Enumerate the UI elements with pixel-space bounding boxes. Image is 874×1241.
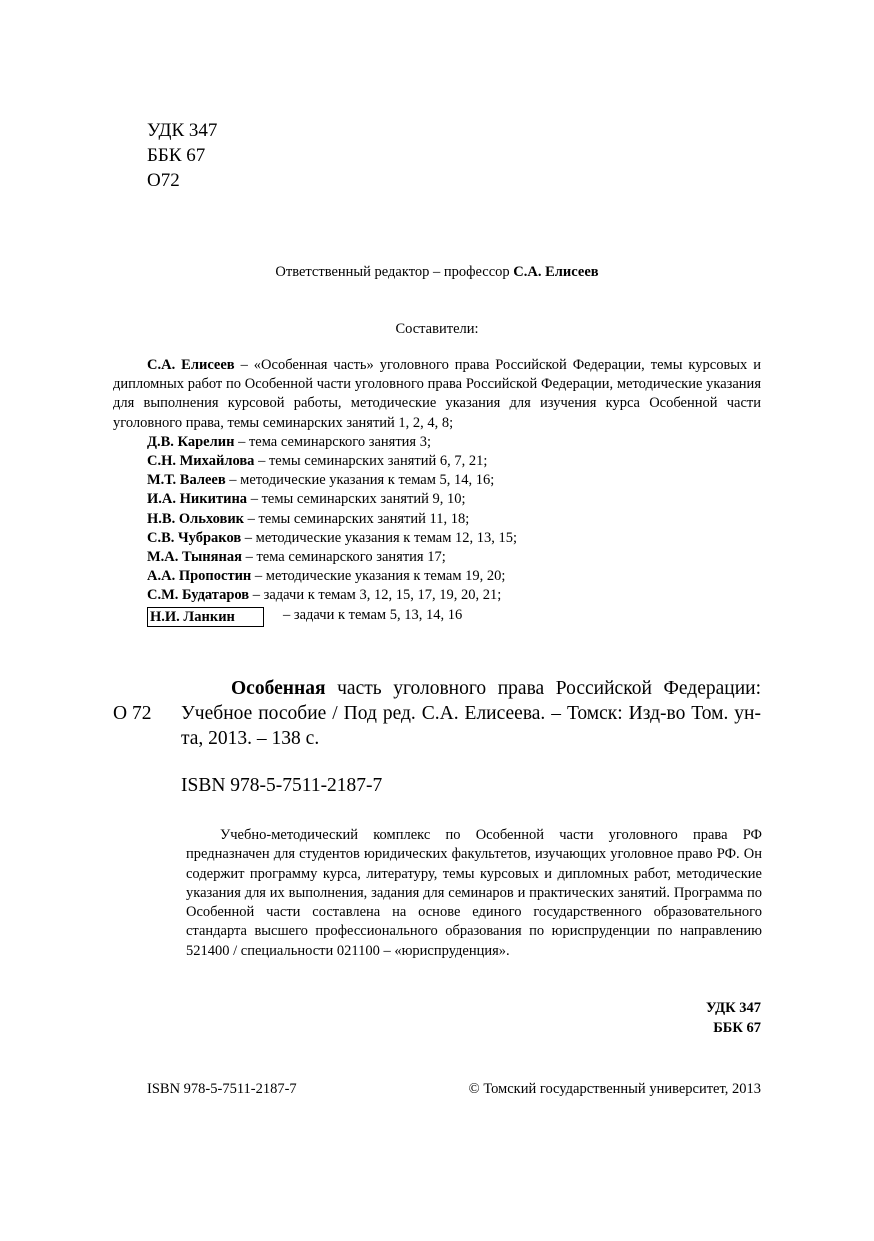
biblio-title-bold: Особенная bbox=[231, 678, 326, 699]
udk-code: УДК 347 bbox=[147, 120, 218, 141]
compiler-name: С.В. Чубраков bbox=[147, 529, 242, 546]
editor-name: С.А. Елисеев bbox=[513, 264, 599, 280]
compiler-name: С.М. Будатаров bbox=[147, 587, 250, 604]
compiler-name: М.Т. Валеев bbox=[147, 472, 226, 489]
compiler-entry bbox=[113, 471, 761, 490]
compiler-name: И.А. Никитина bbox=[147, 491, 248, 508]
compiler-role: – задачи к темам 3, 12, 15, 17, 19, 20, 21; bbox=[249, 587, 502, 604]
compiler-name: М.А. Тыняная bbox=[147, 549, 242, 566]
footer-copyright: © Томский государственный университет, 2013 bbox=[468, 1081, 761, 1097]
compiler-name: А.А. Пропостин bbox=[147, 568, 252, 585]
compiler-entry bbox=[113, 548, 761, 567]
compiler-entry bbox=[113, 433, 761, 452]
compilers-list bbox=[113, 356, 761, 627]
compiler-entry bbox=[113, 356, 761, 433]
bbk-code-right: ББК 67 bbox=[713, 1019, 761, 1036]
compiler-role: – тема семинарского занятия 3; bbox=[234, 433, 432, 450]
abstract bbox=[186, 826, 762, 961]
bbk-code: ББК 67 bbox=[147, 145, 206, 166]
compiler-entry bbox=[113, 567, 761, 586]
compiler-role: – тема семинарского занятия 17; bbox=[241, 549, 446, 566]
bibliographic-description bbox=[181, 676, 761, 751]
compiler-name: Н.В. Ольховик bbox=[147, 510, 245, 527]
compiler-role: – темы семинарских занятий 11, 18; bbox=[244, 510, 470, 527]
editor-label: Ответственный редактор – профессор bbox=[275, 264, 514, 280]
udk-code-right: УДК 347 bbox=[705, 1000, 761, 1016]
compiler-role: – методические указания к темам 12, 13, 15; bbox=[241, 529, 518, 546]
classification-codes-right bbox=[706, 999, 761, 1038]
compiler-entry bbox=[113, 490, 761, 509]
compiler-role: – методические указания к темам 19, 20; bbox=[251, 568, 506, 585]
compiler-entry bbox=[113, 529, 761, 548]
compiler-name: Д.В. Карелин bbox=[147, 433, 235, 450]
classification-codes bbox=[147, 118, 217, 193]
compiler-role: – «Особенная часть» уголовного права Российской Федерации, темы курсовых и дипломных работ по Особенной части уголовного права Российской Федерации, методические указания для выполнения курсовой работы, методические указания для изучения курса Особенной части уголовного права, темы семинарских занятий 1, 2, 4, 8; bbox=[113, 357, 761, 431]
biblio-record bbox=[181, 676, 761, 751]
compilers-heading: Составители: bbox=[395, 321, 479, 337]
abstract-text: Учебно-методический комплекс по Особенной части уголовного права РФ предназначен для студентов юридических факультетов, изучающих уголовное право РФ. Он содержит программу курса, литературу, темы курсовых и дипломных работ, методические указания для их выполнения, задания для семинаров и практических занятий. Программа по Особенной части составлена на основе единого государственного образовательного стандарта высшего профессионального образования по юриспруденции по направлению 521400 / специальности 021100 – «юриспруденция». bbox=[186, 827, 762, 959]
compiler-name-boxed: Н.И. Ланкин bbox=[147, 607, 264, 627]
biblio-shifr: О 72 bbox=[113, 703, 152, 724]
compiler-entry bbox=[113, 510, 761, 529]
compiler-role: – методические указания к темам 5, 14, 16; bbox=[225, 472, 495, 489]
footer-isbn: ISBN 978-5-7511-2187-7 bbox=[147, 1081, 297, 1097]
compiler-entry bbox=[113, 607, 761, 627]
compiler-role: – темы семинарских занятий 6, 7, 21; bbox=[254, 453, 488, 470]
biblio-isbn: ISBN 978-5-7511-2187-7 bbox=[181, 775, 383, 796]
compiler-role: – задачи к темам 5, 13, 14, 16 bbox=[283, 606, 463, 623]
compiler-entry bbox=[113, 586, 761, 605]
compiler-role: – темы семинарских занятий 9, 10; bbox=[247, 491, 466, 508]
biblio-record-text: часть уголовного права Российской Федерации: Учебное пособие / Под ред. С.А. Елисеева. – Томск: Изд-во Том. ун-та, 2013. – 138 с. bbox=[181, 678, 761, 749]
compiler-name: С.А. Елисеев bbox=[147, 357, 235, 373]
author-mark: О72 bbox=[147, 170, 180, 191]
responsible-editor bbox=[0, 264, 874, 281]
compiler-name: С.Н. Михайлова bbox=[147, 453, 255, 470]
compiler-entry bbox=[113, 452, 761, 471]
